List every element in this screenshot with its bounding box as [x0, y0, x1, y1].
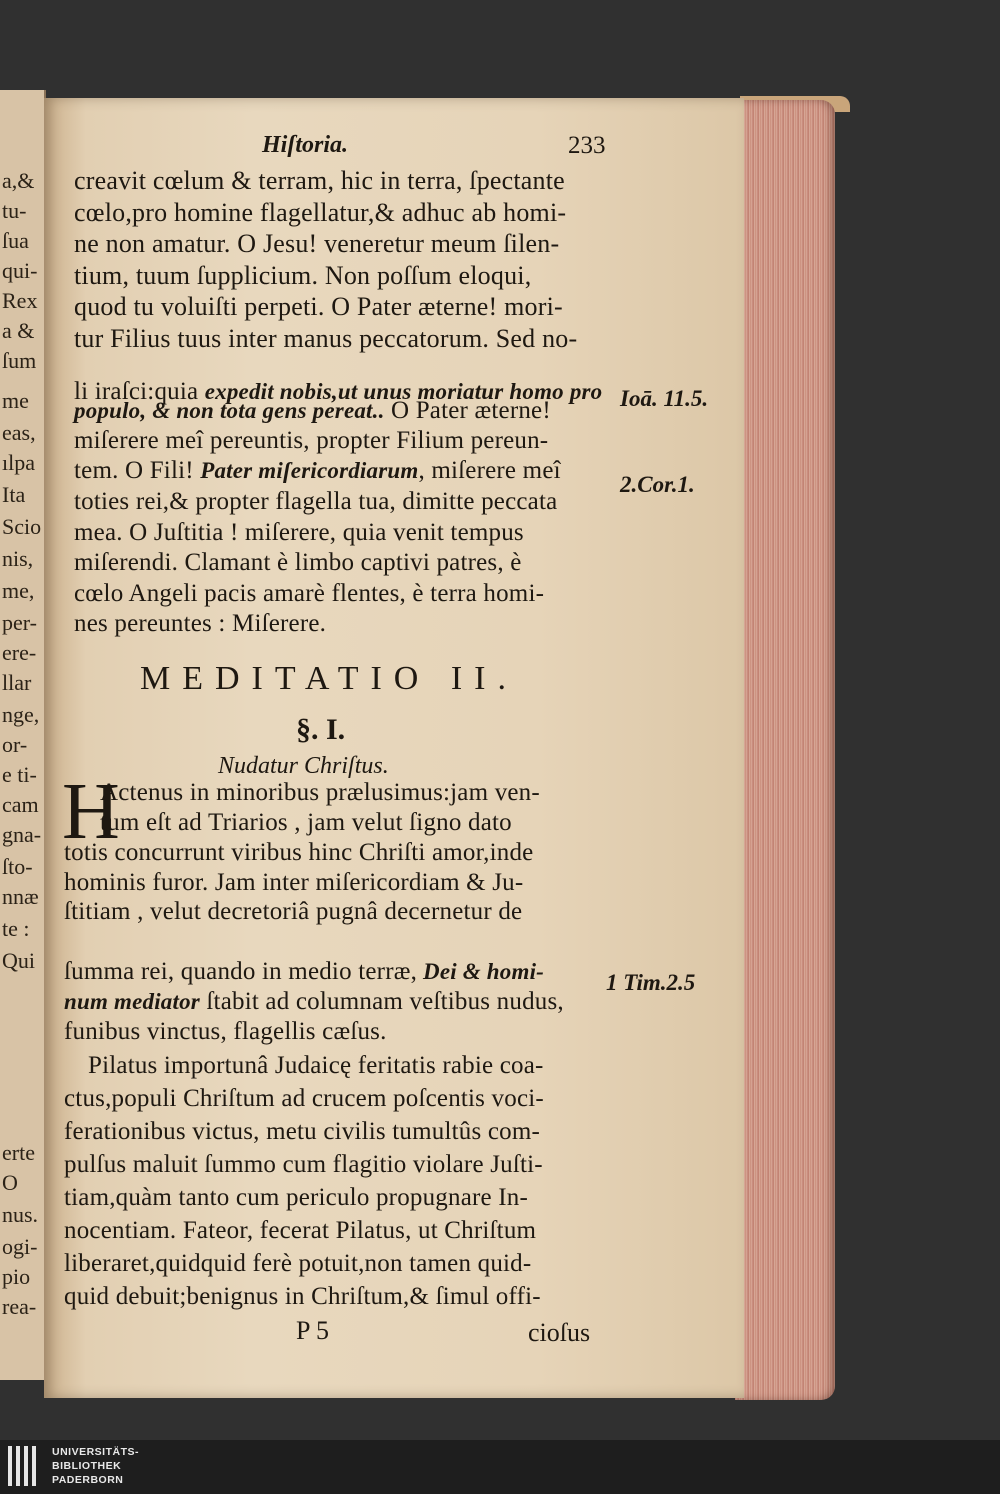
text-line: ferationibus victus, metu civilis tumultûs com-: [64, 1118, 541, 1145]
text-line: totis concurrunt viribus hinc Chriſti amor,inde: [64, 839, 534, 866]
library-logo-text: UNIVERSITÄTS- BIBLIOTHEK PADERBORN: [52, 1446, 140, 1486]
left-page-fragment: erte: [2, 1140, 35, 1165]
left-page-fragment: nis,: [2, 546, 34, 571]
footer-bar: [0, 1440, 1000, 1494]
left-page-fragment: pio: [2, 1264, 31, 1289]
left-page-fragment: e ti-: [2, 762, 37, 787]
text-line: li iraſci:quia expedit nobis,ut unus moriatur homo pro: [74, 378, 603, 405]
text-line: tium, tuum ſupplicium. Non poſſum eloqui,: [74, 260, 532, 290]
text-line: ctus,populi Chriſtum ad crucem poſcentis voci-: [64, 1085, 544, 1112]
catchword: cioſus: [528, 1318, 591, 1347]
left-page-fragment: ſum: [2, 348, 37, 373]
left-page-fragment: me: [2, 388, 29, 413]
left-facing-page: [0, 90, 46, 1380]
left-page-fragment: nge,: [2, 702, 40, 727]
left-page-fragment: qui-: [2, 258, 38, 283]
text-line: tiam,quàm tanto cum periculo propugnare In-: [64, 1184, 529, 1211]
section-mark: §. I.: [296, 713, 346, 746]
text-line: tur Filius tuus inter manus peccatorum. Sed no-: [74, 323, 578, 353]
left-page-fragment: llar: [2, 670, 32, 695]
left-page-fragment: ſto-: [2, 854, 33, 879]
text-line: num mediator ſtabit ad columnam veſtibus nudus,: [64, 988, 564, 1015]
left-page-fragment: gna-: [2, 822, 42, 847]
page-number: 233: [568, 132, 606, 159]
left-page-fragment: rea-: [2, 1294, 37, 1319]
text-line: quod tu voluiſti perpeti. O Pater æterne! mori-: [74, 292, 563, 321]
margin-note: Ioā. 11.5.: [620, 386, 709, 411]
left-page-fragment: Rex: [2, 288, 38, 313]
book-fore-edge: [735, 100, 835, 1400]
left-page-fragment: nus.: [2, 1202, 39, 1227]
left-page-fragment: ere-: [2, 640, 37, 665]
left-page-fragment: ogi-: [2, 1234, 38, 1259]
text-line: populo, & non tota gens pereat.. O Pater æterne!: [74, 397, 551, 424]
text-line: tum eſt ad Triarios , jam velut ſigno dato: [100, 809, 512, 836]
left-page-fragment: ſua: [2, 228, 29, 253]
text-line: nes pereuntes : Miſerere.: [74, 610, 327, 637]
text-line: ſumma rei, quando in medio terræ, Dei & homi-: [64, 958, 545, 985]
left-page-fragment: eas,: [2, 420, 36, 445]
left-page-fragment: O: [2, 1170, 18, 1195]
library-logo-icon: [8, 1446, 40, 1491]
left-page-fragment: a &: [2, 318, 35, 343]
text-line: mea. O Juſtitia ! miſerere, quia venit tempus: [74, 518, 524, 546]
left-page-fragment: a,&: [2, 168, 35, 193]
left-page-fragment: Scio: [2, 514, 42, 539]
text-line: tem. O Fili! Pater miſericordiarum, miſerere meî: [74, 457, 561, 484]
left-page-fragment: or-: [2, 732, 28, 757]
meditation-heading: MEDITATIO II.: [140, 660, 518, 697]
left-page-fragment: nnæ: [2, 884, 39, 909]
left-page-fragment: cam: [2, 792, 39, 817]
left-page-fragment: me,: [2, 578, 35, 603]
text-line: liberaret,quidquid ferè potuit,non tamen quid-: [64, 1250, 532, 1277]
text-line: pulſus maluit ſummo cum flagitio violare Juſti-: [64, 1151, 543, 1178]
left-page-fragment: Qui: [2, 948, 35, 973]
text-line: cœlo Angeli pacis amarè flentes, è terra homi-: [74, 579, 545, 607]
text-line: miſerendi. Clamant è limbo captivi patres, è: [74, 549, 522, 576]
margin-note: 2.Cor.1.: [620, 472, 695, 497]
text-line: Actenus in minoribus prælusimus:jam ven-: [100, 779, 540, 806]
signature-mark: P 5: [296, 1316, 329, 1345]
subheading: Nudatur Chriſtus.: [218, 753, 389, 779]
text-line: ſtitiam , velut decretoriâ pugnâ decernetur de: [64, 898, 523, 925]
text-line: funibus vinctus, flagellis cæſus.: [64, 1018, 387, 1045]
left-page-fragment: ılpa: [2, 450, 35, 475]
running-title: Hiſtoria.: [262, 132, 349, 158]
text-line: creavit cœlum & terram, hic in terra, ſpectante: [74, 166, 565, 195]
text-line: toties rei,& propter flagella tua, dimitte peccata: [74, 488, 558, 515]
text-line: Pilatus importunâ Judaicę feritatis rabie coa-: [88, 1052, 544, 1079]
margin-note: 1 Tim.2.5: [606, 970, 696, 995]
text-line: nocentiam. Fateor, fecerat Pilatus, ut Chriſtum: [64, 1217, 537, 1244]
text-line: hominis furor. Jam inter miſericordiam & Ju-: [64, 869, 524, 896]
text-line: quid debuit;benignus in Chriſtum,& ſimul offi-: [64, 1283, 541, 1310]
text-line: ne non amatur. O Jesu! veneretur meum ſilen-: [74, 229, 560, 258]
text-line: miſerere meî pereuntis, propter Filium pereun-: [74, 427, 549, 454]
left-page-fragment: te :: [2, 916, 30, 941]
drop-cap: H: [62, 768, 120, 856]
left-page-fragment: per-: [2, 610, 37, 635]
left-page-fragment: tu-: [2, 198, 27, 223]
text-line: cœlo,pro homine flagellatur,& adhuc ab homi-: [74, 197, 567, 227]
left-page-fragment: Ita: [2, 482, 26, 507]
